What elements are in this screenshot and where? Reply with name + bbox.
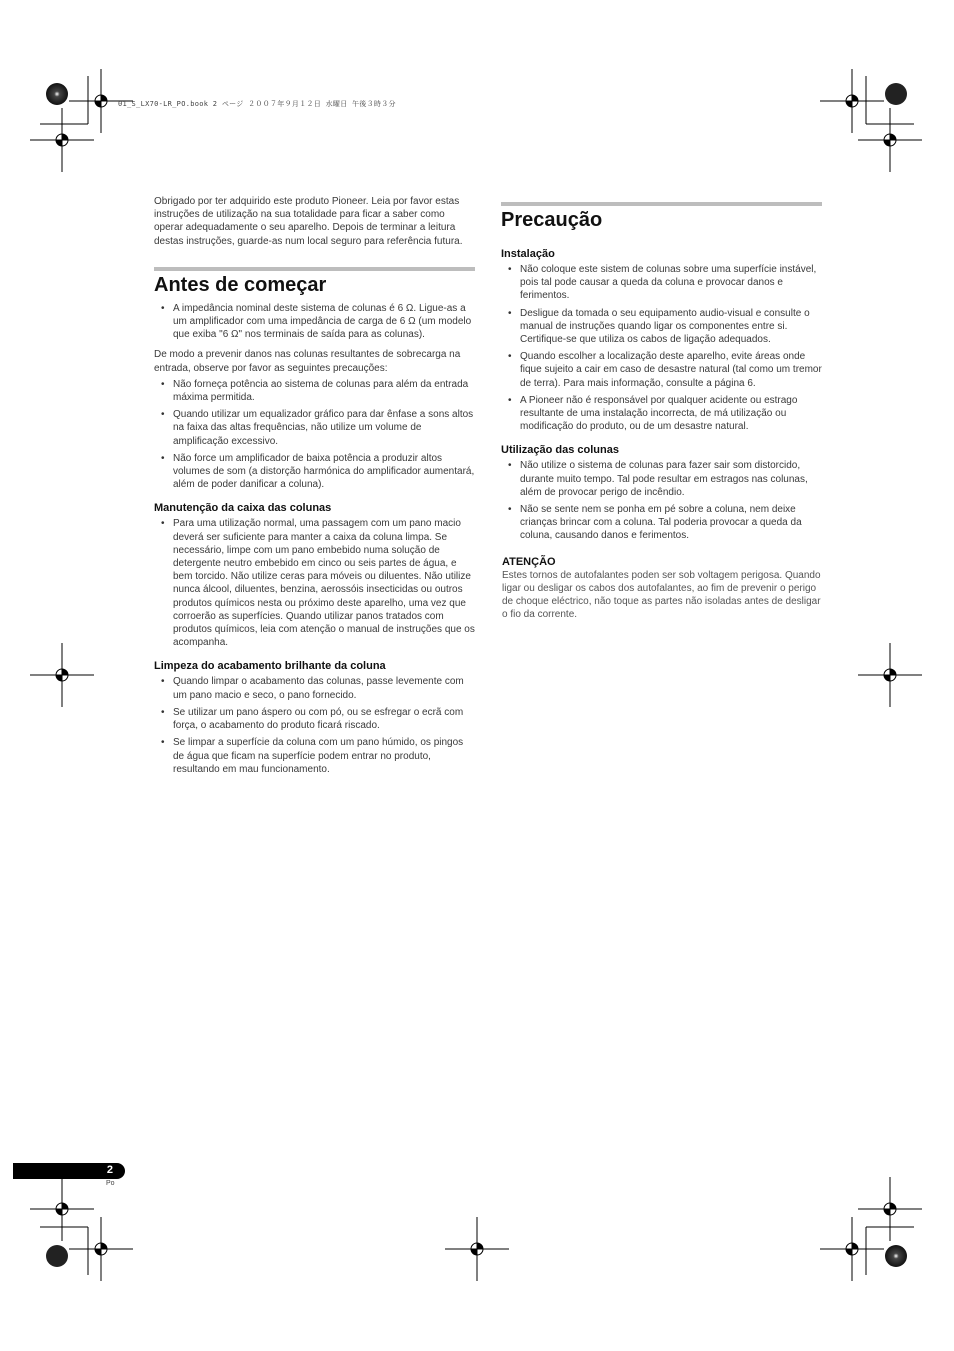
left-column bbox=[154, 195, 475, 783]
impedance-list bbox=[154, 302, 475, 342]
language-code: Po bbox=[106, 1180, 115, 1187]
list-item: • A impedância nominal deste sistema de colunas é 6 Ω. Ligue-as a um amplificador com uma impedância de carga de 6 Ω (um modelo que exiba "6 Ω" nos terminais de saída para as colunas). bbox=[154, 302, 475, 342]
list-item: • Para uma utilização normal, uma passagem com um pano macio deverá ser suficiente para manter a caixa da coluna limpa. Se necessário, limpe com um pano embebido numa solução de detergente neutro embebido em cinco ou seis partes de água, e bem torcido. Não utilize ceras para móveis ou diluentes. Não utilize nunca álcool, diluentes, benzina, aerossóis insecticidas ou outros produtos químicos nesta ou próximo deste aparelho, uma vez que corroerão as superfícies. Quando utilizar panos tratados com produtos químicos, leia com atenção o manual de instruções que os acompanha. bbox=[154, 517, 475, 649]
maintenance-list bbox=[154, 517, 475, 649]
warning-title: ATENÇÃO bbox=[502, 555, 556, 568]
page-number: 2 bbox=[106, 1164, 113, 1176]
installation-list bbox=[501, 263, 822, 433]
list-item: • Não force um amplificador de baixa potência a produzir altos volumes de som (a distorção harmónica do amplificador aumentará, além de poder danificar a coluna). bbox=[154, 452, 475, 492]
precautions-list bbox=[154, 378, 475, 492]
list-item: • Quando escolher a localização deste aparelho, evite áreas onde fique sujeito a cair em caso de desastre natural (tal como um tremor de terra). Para mais informação, consulte a página 6. bbox=[501, 350, 822, 390]
section-title-bar bbox=[154, 267, 475, 271]
list-item: • Não coloque este sistem de colunas sobre uma superfície instável, pois tal pode causar a queda da coluna e provocar danos e ferimentos. bbox=[501, 263, 822, 303]
maintenance-heading: Manutenção da caixa das colunas bbox=[154, 502, 332, 515]
list-item: • Se utilizar um pano áspero ou com pó, ou se esfregar o ecrã com força, o acabamento do produto ficará riscado. bbox=[154, 706, 475, 732]
list-item: • A Pioneer não é responsável por qualquer acidente ou estrago resultante de uma instalação incorrecta, de má utilização ou modificação do produto, ou de um desastre natural. bbox=[501, 394, 822, 434]
section-title-precaution: Precaução bbox=[501, 209, 603, 231]
list-item: • Não forneça potência ao sistema de colunas para além da entrada máxima permitida. bbox=[154, 378, 475, 404]
warning-text: Estes tornos de autofalantes poden ser sob voltagem perigosa. Quando ligar ou desligar os cabos dos autofalantes, ao fim de prevenir o perigo de choque eléctrico, não toque as partes não isoladas antes de desligar o fio da corrente. bbox=[502, 569, 821, 621]
right-column bbox=[501, 202, 822, 622]
page-number-tab bbox=[13, 1163, 125, 1179]
list-item: • Não se sente nem se ponha em pé sobre a coluna, nem deixe crianças brincar com a coluna. Tal poderia provocar a queda da coluna, causando danos e ferimentos. bbox=[501, 503, 822, 543]
installation-heading: Instalação bbox=[501, 248, 555, 260]
list-item: • Não utilize o sistema de colunas para fazer sair som distorcido, durante muito tempo. Tal pode resultar em estragos nas colunas, além de provocar perigo de incêndio. bbox=[501, 459, 822, 499]
list-item: • Se limpar a superfície da coluna com um pano húmido, os pingos de água que ficam na superfície podem entrar no produto, resultando em mau funcionamento. bbox=[154, 736, 475, 776]
section-title-before: Antes de começar bbox=[154, 273, 327, 296]
list-item: • Desligue da tomada o seu equipamento audio-visual e consulte o manual de instruções quando ligar os componentes entre si. Certifique-se que utiliza os cabos de ligação adequados. bbox=[501, 307, 822, 347]
usage-list bbox=[501, 459, 822, 542]
list-item: • Quando limpar o acabamento das colunas, passe levemente com um pano macio e seco, o pano fornecido. bbox=[154, 675, 475, 701]
intro-paragraph: Obrigado por ter adquirido este produto Pioneer. Leia por favor estas instruções de utilização na sua totalidade para ficar a saber como operar adequadamente o seu aparelho. Depois de terminar a leitura destas instruções, guarde-as num local seguro para referência futura. bbox=[154, 196, 463, 247]
print-file-info: 01_S_LX70-LR_PO.book 2 ページ ２００７年９月１２日 水曜日 午後３時３分 bbox=[118, 100, 396, 108]
section-title-bar bbox=[501, 202, 822, 206]
cleaning-heading: Limpeza do acabamento brilhante da coluna bbox=[154, 660, 386, 673]
overload-paragraph: De modo a prevenir danos nas colunas resultantes de sobrecarga na entrada, observe por favor as seguintes precauções: bbox=[154, 349, 461, 374]
list-item: • Quando utilizar um equalizador gráfico para dar ênfase a sons altos na faixa das altas frequências, não utilize um volume de amplificação excessivo. bbox=[154, 408, 475, 448]
usage-heading: Utilização das colunas bbox=[501, 444, 619, 457]
cleaning-list bbox=[154, 675, 475, 775]
